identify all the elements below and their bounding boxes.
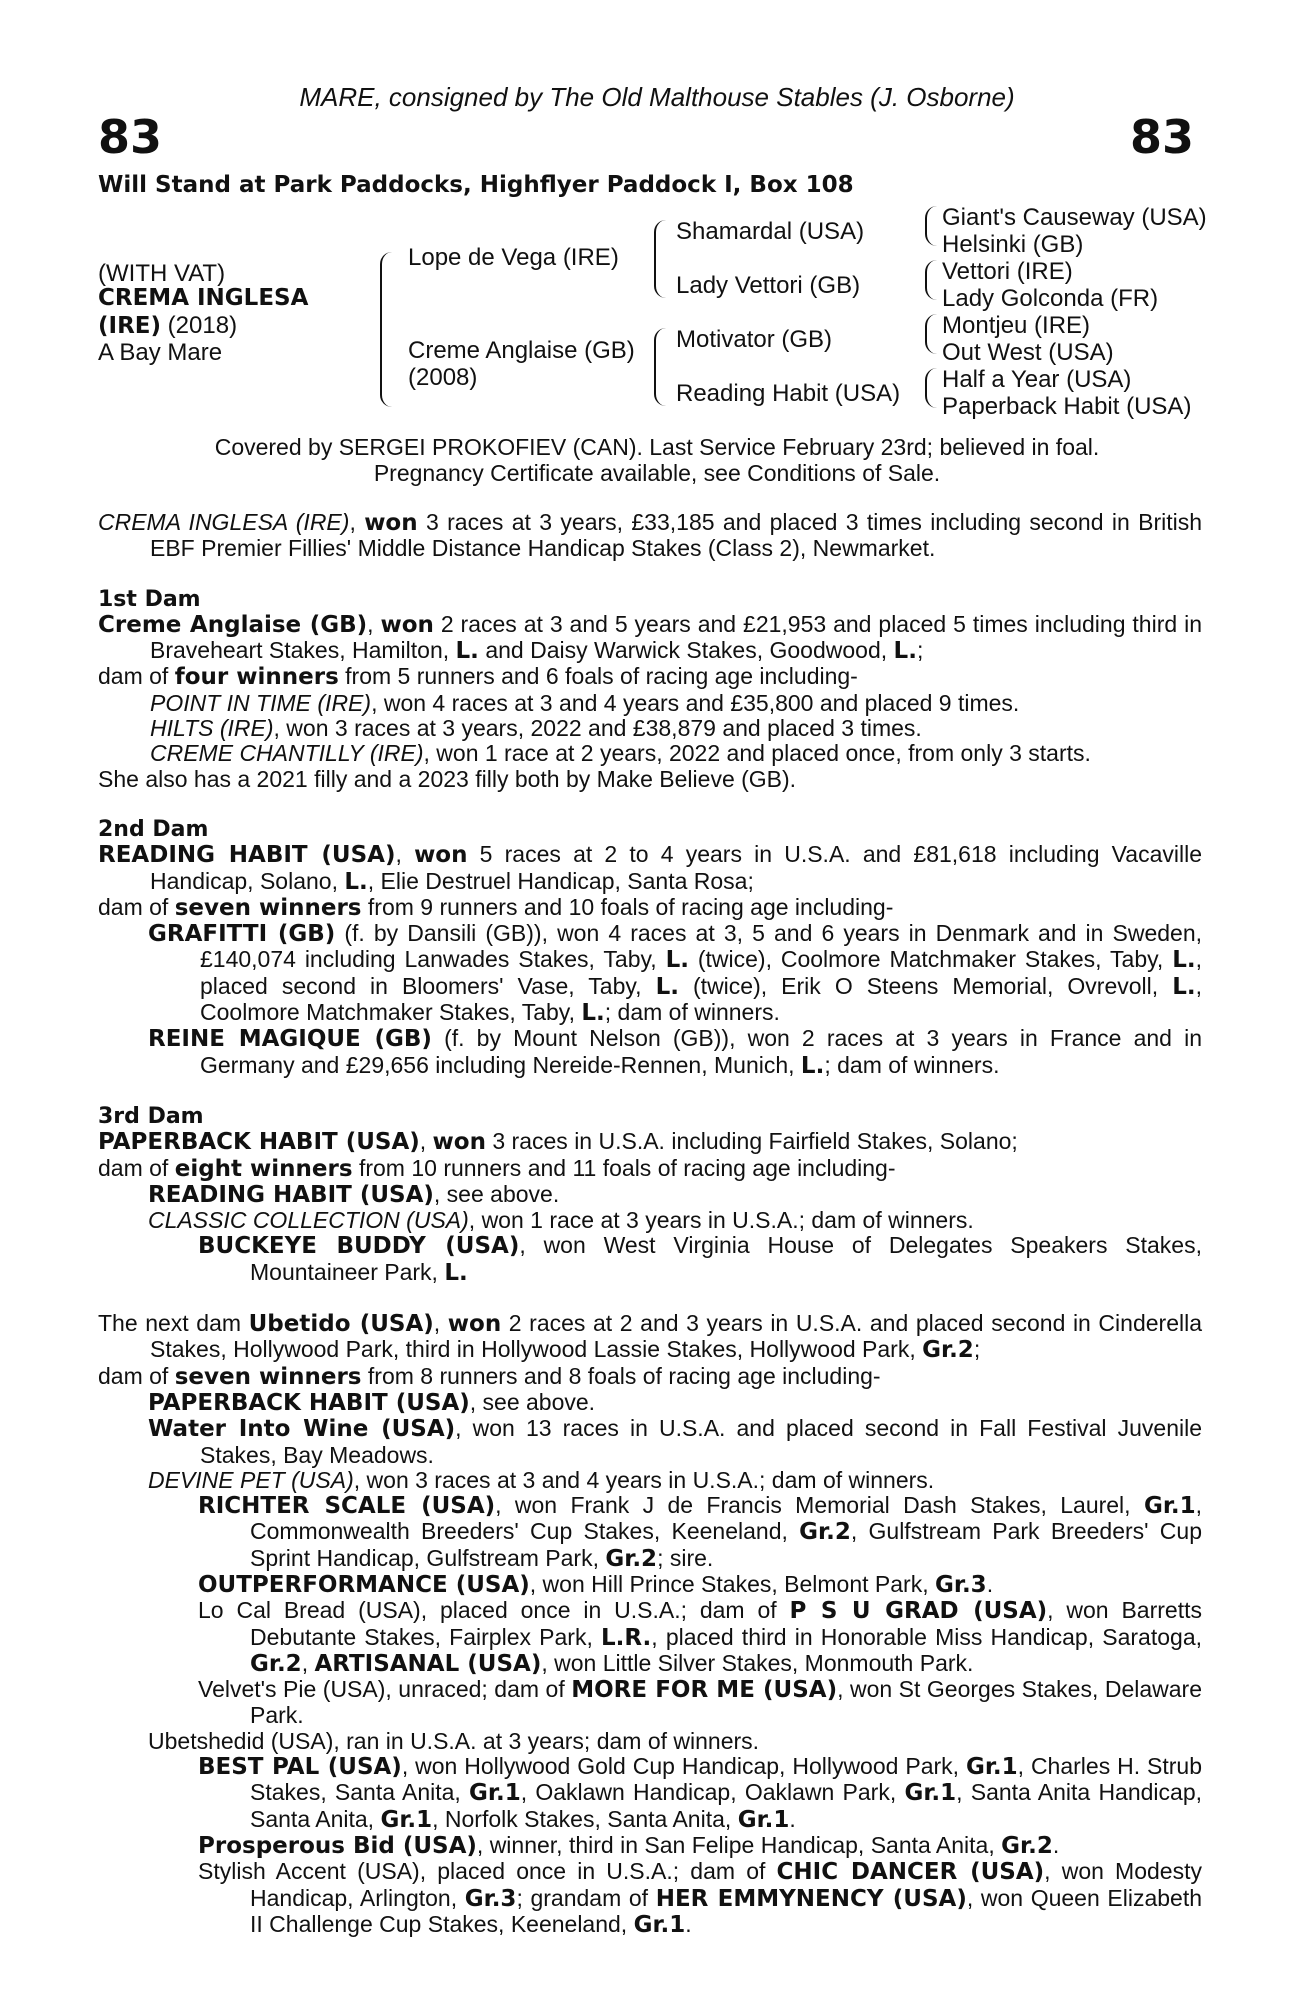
grade-label: L.	[893, 638, 917, 665]
text-span: from 10 runners and 11 foals of racing age including-	[352, 1154, 896, 1181]
winners-count: four winners	[174, 664, 339, 691]
text-span: ;	[973, 1336, 981, 1363]
second-dam-heading: 2nd Dam	[98, 816, 209, 842]
first-dam-note: She also has a 2021 filly and a 2023 filly both by Make Believe (GB).	[98, 765, 797, 792]
text-span: , won Barretts Debutante Stakes, Fairplex Park,	[250, 1597, 1202, 1650]
text-span: , won 4 races at 3 and 4 years and £35,800 and placed 9 times.	[371, 689, 1020, 716]
intro-text: 3 races at 3 years, £33,185 and placed 3 times including second in British EBF Premier Fillies' Middle Distance Handicap Stakes (Class 2), Newmarket.	[150, 509, 1203, 562]
grade-label: Gr.2	[605, 1545, 658, 1572]
text-span: , won 3 races at 3 and 4 years in U.S.A.; dam of winners.	[353, 1466, 935, 1493]
text-span: , won 1 race at 2 years, 2022 and placed once, from only 3 starts.	[423, 740, 1091, 767]
third-dam-produce	[98, 1156, 1202, 1182]
third-dam-heading: 3rd Dam	[98, 1103, 204, 1129]
pedigree-brace-5	[925, 260, 937, 300]
grade-label: L.	[800, 1052, 825, 1079]
runner-entry	[98, 1468, 1202, 1493]
text-span: , Oaklawn Handicap, Oaklawn Park,	[520, 1779, 905, 1806]
grade-label: Gr.2	[250, 1650, 302, 1677]
pedigree-brace-4	[925, 206, 937, 246]
text-span: dam of	[98, 1362, 175, 1389]
text-span: , won Hollywood Gold Cup Handicap, Hollywood Park,	[401, 1753, 966, 1780]
covered-line-1: Covered by SERGEI PROKOFIEV (CAN). Last Service February 23rd; believed in foal.	[214, 434, 1100, 460]
text-span: , winner, third in San Felipe Handicap, Santa Anita,	[476, 1831, 1002, 1858]
runner-name: READING HABIT (USA)	[148, 1181, 434, 1208]
grade-label: L.R.	[601, 1624, 652, 1651]
text-span: and Daisy Warwick Stakes, Goodwood,	[478, 637, 894, 664]
ped-gen4-8: Paperback Habit (USA)	[942, 393, 1192, 420]
text-span: dam of	[98, 1154, 175, 1181]
text-span: (f. by Dansili (GB)), won 4 races at 3, 5 and 6 years in Denmark and in Sweden, £140,074 including Lanwades Stakes, Taby,	[200, 920, 1202, 973]
grade-label: L.	[1172, 947, 1196, 974]
dam-name: Creme Anglaise (GB)	[408, 337, 635, 364]
text-span: from 5 runners and 6 foals of racing age including-	[338, 663, 858, 690]
text-span: , placed third in Honorable Miss Handicap, Saratoga,	[651, 1623, 1202, 1650]
text-span: , won Frank J de Francis Memorial Dash Stakes, Laurel,	[495, 1492, 1144, 1519]
dam-year: (2008)	[408, 364, 478, 391]
text-span: , won West Virginia House of Delegates Speakers Stakes, Mountaineer Park,	[250, 1232, 1202, 1285]
third-dam-record	[98, 1129, 1202, 1155]
dam-name: READING HABIT (USA)	[98, 842, 396, 869]
text-span: , won 13 races in U.S.A. and placed second in Fall Festival Juvenile Stakes, Bay Meadows.	[200, 1415, 1202, 1468]
runner-name: BEST PAL (USA)	[198, 1754, 402, 1781]
won-label: won	[414, 842, 468, 869]
text-span: 2 races at 2 and 3 years in U.S.A. and placed second in Cinderella Stakes, Hollywood Park, third in Hollywood Lassie Stakes, Hollywood Park,	[150, 1310, 1202, 1363]
text-span: , placed second in Bloomers' Vase, Taby,	[200, 946, 1202, 999]
won-label: won	[380, 611, 434, 638]
text-span: , Gulfstream Park Breeders' Cup Sprint Handicap, Gulfstream Park,	[250, 1518, 1203, 1571]
horse-origin-year	[98, 312, 237, 340]
runner-name: GRAFITTI (GB)	[148, 921, 336, 948]
text-span: Ubetshedid (USA), ran in U.S.A. at 3 years; dam of winners.	[148, 1727, 760, 1754]
text-span: ; grandam of	[516, 1884, 656, 1911]
text-span: from 9 runners and 10 foals of racing age including-	[361, 893, 894, 920]
text-span: , won Little Silver Stakes, Monmouth Park.	[541, 1649, 974, 1676]
consignor-line: MARE, consigned by The Old Malthouse Stables (J. Osborne)	[299, 82, 1015, 112]
text-span: ,	[367, 610, 381, 637]
text-span: , won Hill Prince Stakes, Belmont Park,	[529, 1570, 935, 1597]
runner-entry	[98, 1598, 1202, 1677]
text-span: ;	[916, 637, 924, 664]
first-dam-heading: 1st Dam	[98, 586, 201, 612]
grade-label: L.	[1172, 973, 1196, 1000]
text-span: ,	[395, 841, 415, 868]
text-span: The next dam	[98, 1310, 249, 1337]
runner-name: P S U GRAD (USA)	[789, 1598, 1048, 1625]
text-span: ,	[301, 1649, 315, 1676]
second-dam-section	[98, 817, 1202, 1079]
first-dam-section	[98, 587, 1202, 792]
runner-entry	[98, 1677, 1202, 1729]
text-span: Velvet's Pie (USA), unraced; dam of	[198, 1676, 572, 1703]
runner-entry	[98, 1390, 1202, 1416]
runner-name: CREME CHANTILLY (IRE)	[150, 740, 424, 767]
grade-label: L.	[455, 638, 479, 665]
ped-gen3-3: Motivator (GB)	[676, 326, 833, 353]
grade-label: Gr.2	[799, 1519, 851, 1546]
runner-entry	[98, 1729, 1202, 1754]
text-span: , Santa Anita Handicap, Santa Anita,	[250, 1779, 1203, 1832]
text-span: (twice), Erik O Steens Memorial, Ovrevoll,	[678, 972, 1173, 999]
winners-count: eight winners	[174, 1155, 353, 1182]
runner-entry	[98, 1572, 1202, 1598]
text-span: ,	[349, 509, 365, 535]
runner-name: REINE MAGIQUE (GB)	[148, 1026, 432, 1053]
grade-label: Gr.2	[1001, 1832, 1053, 1859]
text-span: ,	[419, 1128, 433, 1155]
pedigree-brace-7	[925, 368, 937, 408]
runner-entry	[98, 741, 1202, 766]
pedigree-brace-2	[654, 220, 666, 298]
ped-gen4-1: Giant's Causeway (USA)	[942, 204, 1207, 231]
runner-name: HER EMMYNENCY (USA)	[655, 1885, 967, 1912]
runner-name: DEVINE PET (USA)	[148, 1466, 354, 1493]
vat-label: (WITH VAT)	[98, 260, 226, 287]
dam-name: PAPERBACK HABIT (USA)	[98, 1129, 420, 1156]
runner-name: RICHTER SCALE (USA)	[198, 1493, 496, 1520]
text-span: ,	[433, 1310, 448, 1337]
ped-gen3-2: Lady Vettori (GB)	[676, 272, 861, 299]
ped-gen4-4: Lady Golconda (FR)	[942, 285, 1159, 312]
text-span: .	[789, 1805, 796, 1832]
runner-name: Prosperous Bid (USA)	[198, 1832, 477, 1859]
catalogue-body	[98, 510, 1202, 1938]
text-span: Lo Cal Bread (USA), placed once in U.S.A.; dam of	[198, 1597, 790, 1624]
grade-label: Gr.1	[737, 1806, 790, 1833]
text-span: .	[1052, 1831, 1060, 1858]
text-span: Stylish Accent (USA), placed once in U.S.A.; dam of	[198, 1858, 777, 1885]
dam-name: Ubetido (USA)	[248, 1311, 434, 1338]
runner-entry	[98, 691, 1202, 716]
ped-gen3-1: Shamardal (USA)	[676, 218, 865, 245]
text-span: (f. by Mount Nelson (GB)), won 2 races at 3 years in France and in Germany and £29,656 including Nereide-Rennen, Munich,	[200, 1025, 1203, 1078]
text-span: dam of	[98, 893, 175, 920]
text-span: 5 races at 2 to 4 years in U.S.A. and £81,618 including Vacaville Handicap, Solano,	[150, 841, 1203, 894]
runner-name: OUTPERFORMANCE (USA)	[198, 1571, 530, 1598]
first-dam-record	[98, 612, 1202, 665]
runner-entry	[98, 1493, 1202, 1572]
grade-label: Gr.3	[464, 1885, 517, 1912]
runner-entry	[98, 716, 1202, 741]
text-span: , won St Georges Stakes, Delaware Park.	[250, 1676, 1202, 1729]
text-span: , see above.	[433, 1180, 560, 1207]
text-span: .	[685, 1910, 692, 1937]
text-span: , Coolmore Matchmaker Stakes, Taby,	[200, 972, 1202, 1026]
runner-name: POINT IN TIME (IRE)	[150, 689, 372, 716]
pedigree-brace-6	[925, 314, 937, 354]
text-span: , won Modesty Handicap, Arlington,	[250, 1858, 1202, 1911]
ped-gen4-2: Helsinki (GB)	[942, 231, 1084, 258]
first-dam-produce	[98, 664, 1202, 690]
horse-name: CREMA INGLESA	[98, 285, 309, 311]
runner-entry	[98, 1208, 1202, 1233]
grade-label: Gr.3	[935, 1571, 987, 1598]
grade-label: Gr.1	[1143, 1493, 1196, 1520]
runner-entry	[98, 921, 1202, 1026]
runner-entry	[98, 1859, 1202, 1938]
runner-entry	[98, 1416, 1202, 1468]
horse-origin: (IRE)	[98, 313, 162, 339]
runner-name: Water Into Wine (USA)	[148, 1416, 456, 1443]
third-dam-section	[98, 1104, 1202, 1286]
lot-number-right: 83	[1130, 110, 1195, 164]
second-dam-record	[98, 842, 1202, 895]
grade-label: L.	[581, 1000, 605, 1027]
runner-entry	[98, 1233, 1202, 1286]
pedigree-table	[0, 0, 1314, 430]
grade-label: Gr.1	[380, 1806, 433, 1833]
text-span: 3 races in U.S.A. including Fairfield Stakes, Solano;	[485, 1128, 1018, 1155]
ped-gen4-3: Vettori (IRE)	[942, 258, 1073, 285]
runner-name: PAPERBACK HABIT (USA)	[148, 1389, 470, 1416]
grade-label: L.	[444, 1259, 468, 1286]
pedigree-brace-1	[380, 252, 392, 407]
text-span: ; dam of winners.	[824, 1051, 1000, 1078]
grade-label: L.	[344, 868, 368, 895]
runner-name: MORE FOR ME (USA)	[571, 1677, 838, 1704]
text-span: dam of	[98, 663, 175, 690]
runner-name: CHIC DANCER (USA)	[776, 1859, 1045, 1886]
runner-name: ARTISANAL (USA)	[314, 1650, 542, 1677]
text-span: , won Queen Elizabeth II Challenge Cup Stakes, Keeneland,	[250, 1884, 1203, 1937]
covered-note	[0, 434, 1314, 486]
dam-name: Creme Anglaise (GB)	[98, 611, 368, 638]
text-span: , won 1 race at 3 years in U.S.A.; dam of winners.	[468, 1207, 974, 1234]
intro-paragraph	[98, 510, 1202, 562]
text-span: (twice), Coolmore Matchmaker Stakes, Taby,	[688, 946, 1173, 973]
covered-line-2: Pregnancy Certificate available, see Conditions of Sale.	[373, 460, 941, 486]
won-label: won	[432, 1129, 486, 1156]
grade-label: Gr.2	[922, 1337, 974, 1364]
horse-year: (2018)	[161, 312, 238, 339]
horse-description: A Bay Mare	[98, 339, 223, 366]
text-span: from 8 runners and 8 foals of racing age including-	[361, 1362, 881, 1389]
runner-name: BUCKEYE BUDDY (USA)	[198, 1233, 520, 1260]
text-span: , Elie Destruel Handicap, Santa Rosa;	[367, 867, 754, 894]
horse-ref: CREMA INGLESA (IRE)	[98, 509, 350, 535]
runner-name: HILTS (IRE)	[150, 715, 274, 742]
second-dam-produce	[98, 895, 1202, 921]
text-span: .	[986, 1570, 994, 1597]
sire-name: Lope de Vega (IRE)	[408, 244, 619, 271]
runner-entry	[98, 1026, 1202, 1079]
winners-count: seven winners	[174, 1363, 362, 1390]
ped-gen4-7: Half a Year (USA)	[942, 366, 1132, 393]
runner-entry	[98, 1182, 1202, 1208]
text-span: 2 races at 3 and 5 years and £21,953 and placed 5 times including third in Braveheart Stakes, Hamilton,	[150, 610, 1202, 664]
next-dam-produce	[98, 1364, 1202, 1390]
runner-entry	[98, 1754, 1202, 1833]
ped-gen4-6: Out West (USA)	[942, 339, 1114, 366]
grade-label: Gr.1	[965, 1754, 1018, 1781]
text-span: ; sire.	[657, 1544, 714, 1571]
ped-gen3-4: Reading Habit (USA)	[676, 380, 901, 407]
text-span: , Charles H. Strub Stakes, Santa Anita,	[250, 1753, 1202, 1806]
winners-count: seven winners	[174, 894, 362, 921]
won-label: won	[447, 1311, 502, 1338]
lot-number-left: 83	[98, 110, 163, 164]
pedigree-brace-3	[654, 328, 666, 406]
text-span: , Commonwealth Breeders' Cup Stakes, Keeneland,	[250, 1492, 1203, 1545]
runner-name: CLASSIC COLLECTION (USA)	[148, 1207, 469, 1234]
grade-label: L.	[655, 973, 679, 1000]
runner-entry	[98, 1833, 1202, 1859]
grade-label: Gr.1	[469, 1780, 521, 1807]
won-label: won	[364, 510, 418, 536]
grade-label: Gr.1	[904, 1780, 957, 1807]
grade-label: Gr.1	[633, 1911, 686, 1938]
next-dam-section	[98, 1311, 1202, 1938]
ped-gen4-5: Montjeu (IRE)	[942, 312, 1091, 339]
text-span: , won 3 races at 3 years, 2022 and £38,879 and placed 3 times.	[273, 715, 922, 742]
grade-label: L.	[665, 947, 689, 974]
text-span: , see above.	[469, 1388, 596, 1415]
text-span: ; dam of winners.	[604, 999, 780, 1026]
next-dam-record	[98, 1311, 1202, 1364]
text-span: , Norfolk Stakes, Santa Anita,	[432, 1805, 738, 1832]
stable-location: Will Stand at Park Paddocks, Highflyer Paddock I, Box 108	[98, 172, 854, 198]
